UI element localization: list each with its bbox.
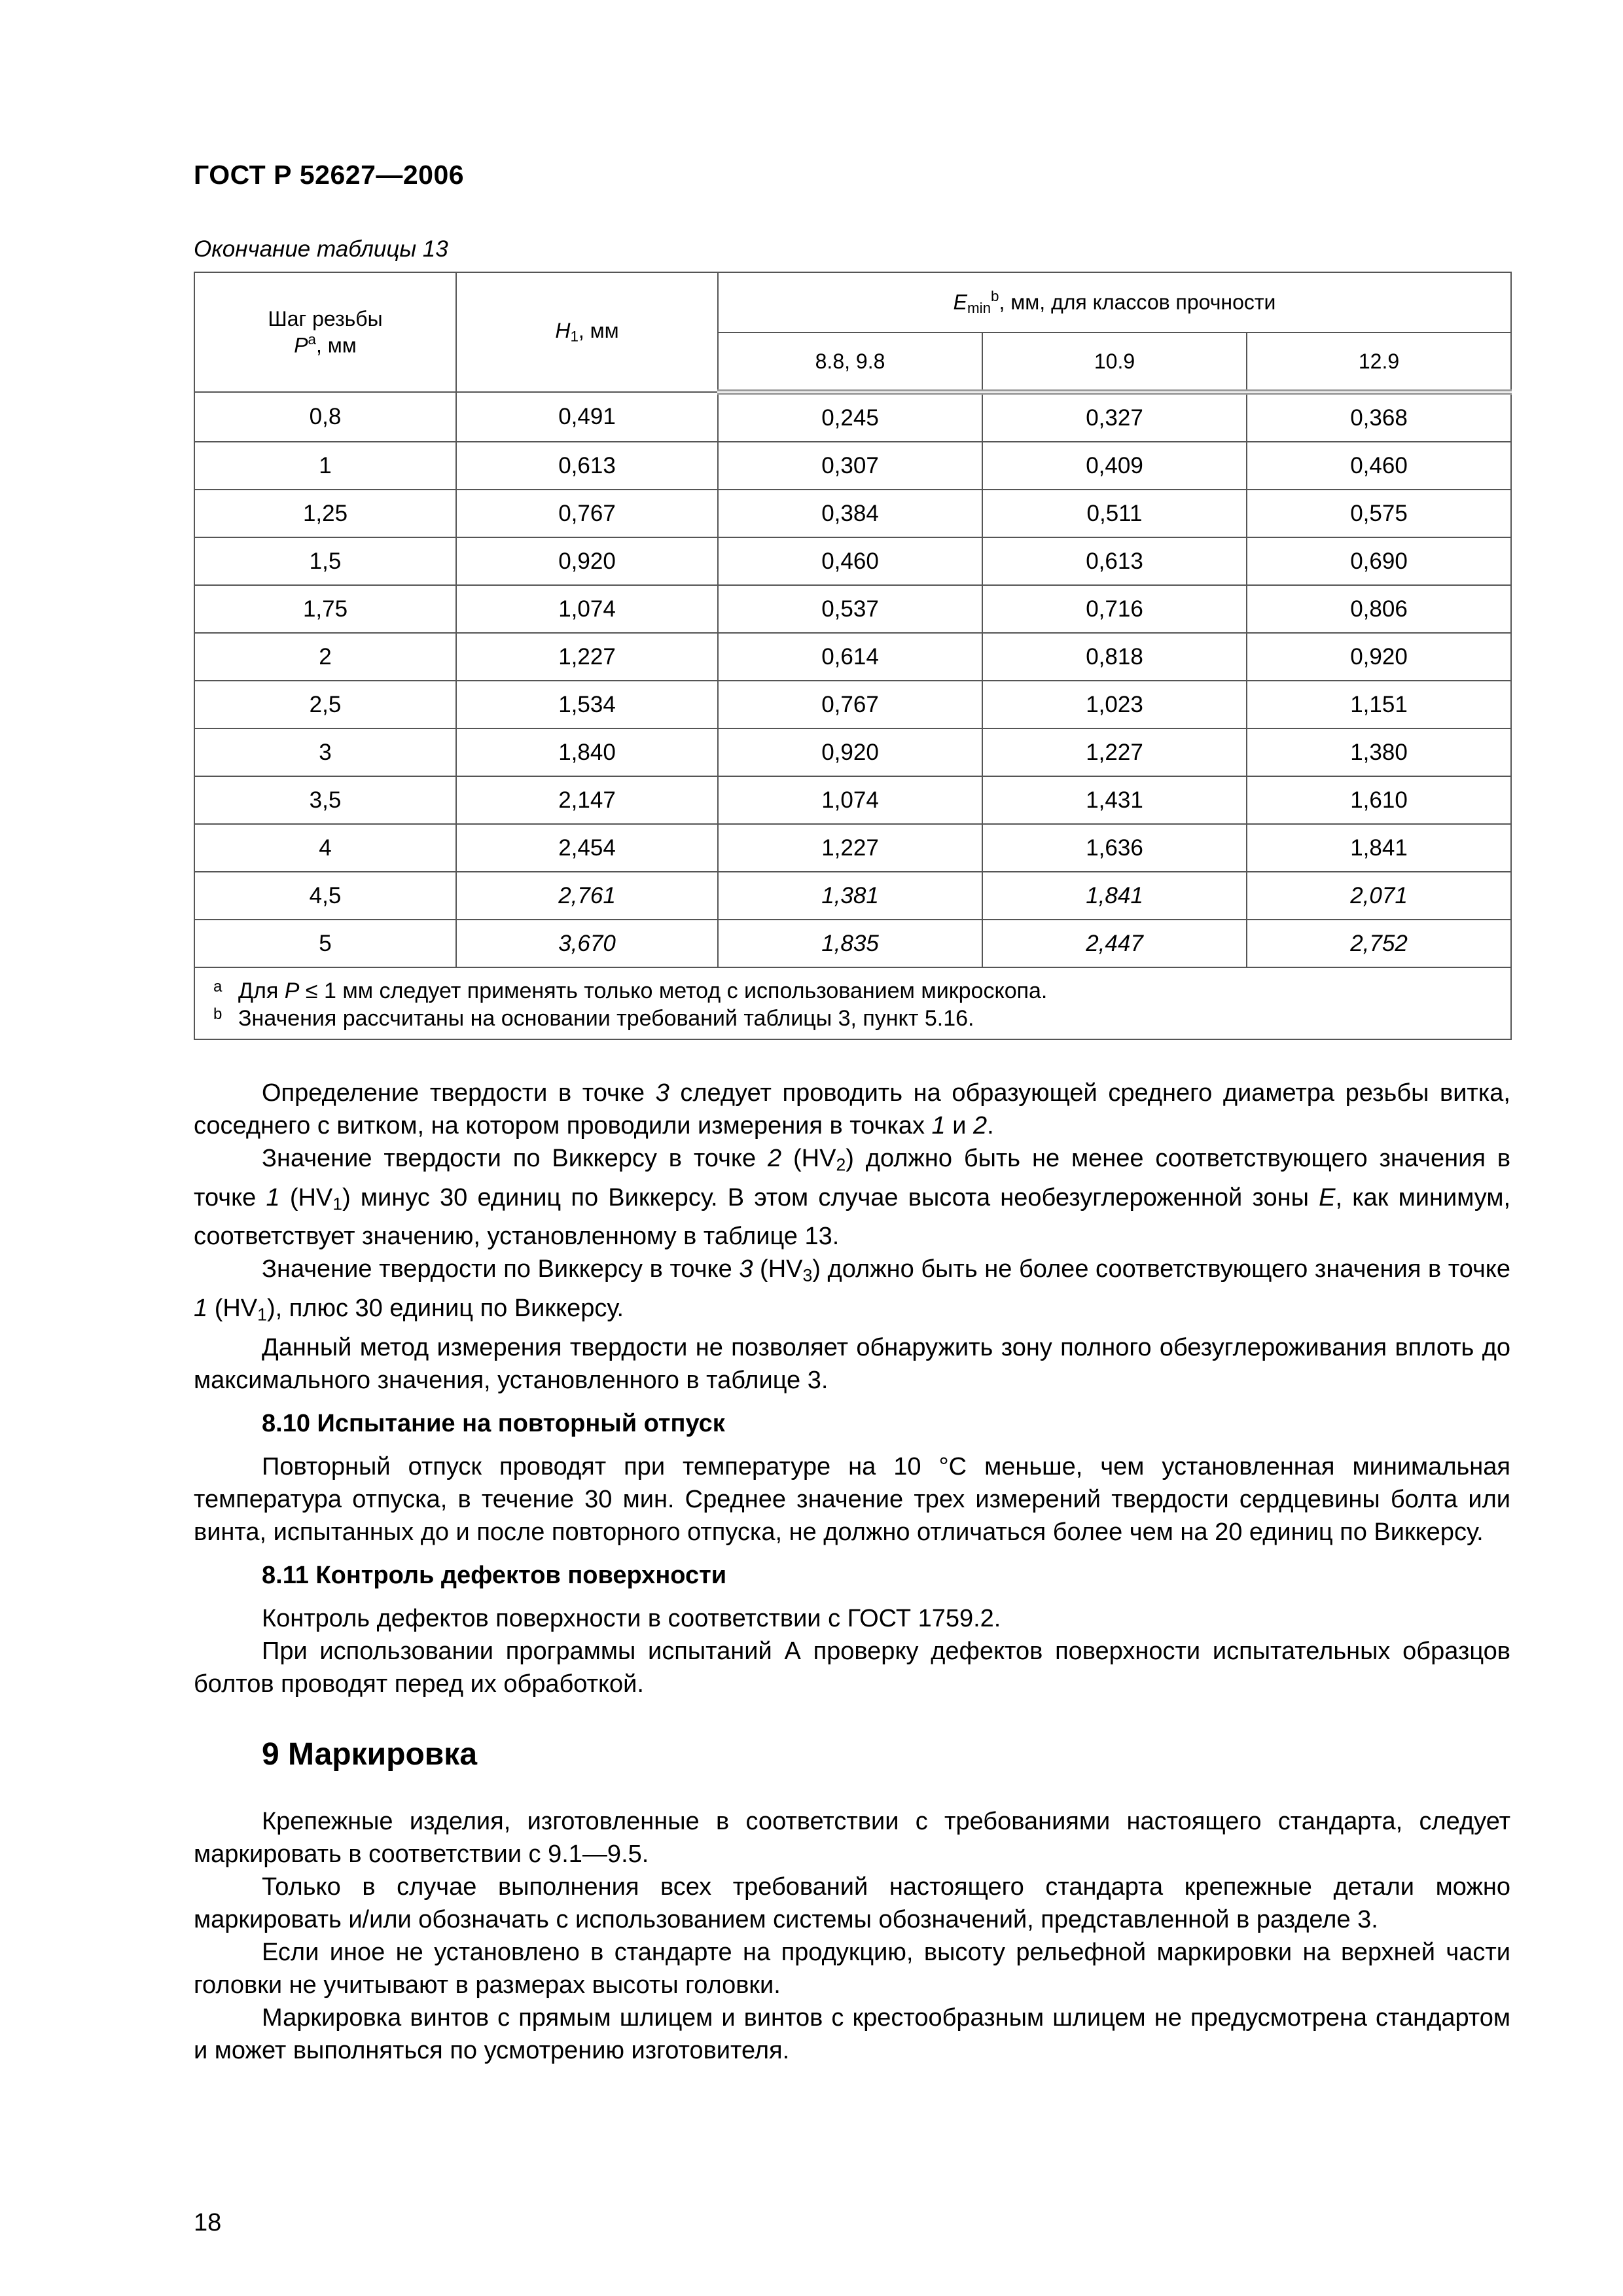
table-row	[194, 585, 1511, 633]
table-notes-row	[194, 967, 1511, 1039]
cell: 1,75	[194, 585, 456, 633]
paragraph: Маркировка винтов с прямым шлицем и винтов с крестообразным шлицем не предусмотрена стандартом и может выполняться по усмотрению изготовителя.	[194, 2003, 1510, 2064]
table-row	[194, 490, 1511, 537]
paragraph	[194, 1253, 1510, 1331]
text-run: 1	[194, 1294, 208, 1322]
cell: 0,491	[456, 392, 718, 442]
body-text	[194, 1077, 1510, 2067]
cell: 0,767	[718, 681, 982, 728]
cell: 1,431	[982, 776, 1247, 824]
table-row	[194, 537, 1511, 585]
text-run: Определение твердости в точке	[262, 1079, 656, 1107]
header-thread-pitch-unit: , мм	[316, 333, 357, 357]
text-run: .	[987, 1112, 994, 1139]
table-caption: Окончание таблицы 13	[194, 236, 448, 262]
cell: 3,670	[456, 920, 718, 967]
cell: 0,575	[1247, 490, 1511, 537]
text-run: , как минимум, соответствует значению, установленному в таблице 13.	[194, 1183, 1511, 1251]
paragraph: При использовании программы испытаний А проверку дефектов поверхности испытательных образцов болтов проводят перед их обработкой.	[194, 1637, 1510, 1698]
note-b-marker: b	[213, 1005, 223, 1023]
paragraph	[194, 1142, 1510, 1253]
section-heading-8-11: 8.11 Контроль дефектов поверхности	[262, 1561, 727, 1589]
note-a-pre: Для	[238, 978, 285, 1003]
text-run: ), плюс 30 единиц по Виккерсу.	[266, 1294, 624, 1322]
text-run: ) минус 30 единиц по Виккерсу. В этом случае высота необезуглероженной зоны	[342, 1183, 1319, 1211]
cell: 0,537	[718, 585, 982, 633]
header-h1-symbol: H	[555, 319, 571, 343]
cell: 0,818	[982, 633, 1247, 681]
table-row	[194, 442, 1511, 490]
cell: 0,806	[1247, 585, 1511, 633]
cell: 1,381	[718, 872, 982, 920]
text-run: (HV	[753, 1255, 803, 1283]
note-a-post: ≤ 1 мм следует применять только метод с использованием микроскопа.	[299, 978, 1048, 1003]
note-a-marker: a	[213, 978, 223, 996]
cell: 2,761	[456, 872, 718, 920]
text-run: E	[1319, 1183, 1336, 1211]
cell: 5	[194, 920, 456, 967]
cell: 2,454	[456, 824, 718, 872]
text-run: (HV	[781, 1145, 836, 1172]
text-run: 3	[655, 1079, 669, 1107]
cell: 0,920	[1247, 633, 1511, 681]
cell: 0,384	[718, 490, 982, 537]
cell: 2,5	[194, 681, 456, 728]
text-run: 2	[836, 1155, 846, 1175]
cell: 1,835	[718, 920, 982, 967]
table-13	[194, 272, 1512, 1040]
cell: 1	[194, 442, 456, 490]
text-run: 1	[332, 1194, 343, 1214]
paragraph: Контроль дефектов поверхности в соответствии с ГОСТ 1759.2.	[262, 1604, 1001, 1632]
header-emin-symbol: E	[953, 290, 967, 314]
table-note-a	[213, 977, 1510, 1005]
cell: 0,307	[718, 442, 982, 490]
cell: 0,460	[1247, 442, 1511, 490]
text-run: 1	[266, 1183, 280, 1211]
header-h1-sub: 1	[570, 328, 579, 345]
text-run: ) должно быть не более соответствующего значения в точке	[812, 1255, 1510, 1283]
cell: 1,534	[456, 681, 718, 728]
paragraph: Только в случае выполнения всех требований настоящего стандарта крепежные детали можно маркировать и/или обозначать с использованием системы обозначений, представленной в разделе 3.	[194, 1873, 1510, 1933]
cell: 2,147	[456, 776, 718, 824]
table-row	[194, 920, 1511, 967]
paragraph: Повторный отпуск проводят при температуре на 10 °С меньше, чем установленная минимальная температура отпуска, в течение 30 мин. Среднее значение трех измерений твердости сердцевины болта или винта, испытанных до и после повторного отпуска, не должно отличаться более чем на 20 единиц по Виккерсу.	[194, 1452, 1510, 1546]
header-class-10-9: 10.9	[982, 332, 1247, 392]
table-row	[194, 392, 1511, 442]
header-thread-pitch-sup: a	[308, 331, 316, 348]
cell: 0,368	[1247, 392, 1511, 442]
cell: 0,409	[982, 442, 1247, 490]
cell: 4	[194, 824, 456, 872]
text-run: (HV	[279, 1183, 333, 1211]
text-run: 3	[739, 1255, 753, 1283]
text-run: и	[945, 1112, 973, 1139]
text-run: ) должно быть не менее соответствующего значения в точке	[194, 1145, 1511, 1211]
cell: 0,920	[456, 537, 718, 585]
cell: 1,151	[1247, 681, 1511, 728]
cell: 0,614	[718, 633, 982, 681]
header-emin-sup: b	[991, 288, 999, 305]
cell: 0,245	[718, 392, 982, 442]
header-emin	[718, 272, 1511, 332]
cell: 2,071	[1247, 872, 1511, 920]
document-header: ГОСТ Р 52627—2006	[194, 160, 465, 190]
header-thread-pitch-symbol: P	[294, 333, 308, 357]
paragraph	[194, 1077, 1510, 1142]
cell: 1,5	[194, 537, 456, 585]
paragraph: Данный метод измерения твердости не позволяет обнаружить зону полного обезуглероживания вплоть до максимального значения, установленного в таблице 3.	[194, 1333, 1510, 1394]
cell: 1,380	[1247, 728, 1511, 776]
note-b-text: Значения рассчитаны на основании требований таблицы 3, пункт 5.16.	[238, 1006, 974, 1031]
table-note-b	[213, 1005, 1510, 1032]
cell: 1,074	[456, 585, 718, 633]
text-run: 1	[257, 1304, 267, 1325]
cell: 0,327	[982, 392, 1247, 442]
text-run: следует проводить на образующей среднего диаметра резьбы витка, соседнего с витком, на котором проводили измерения в точках	[194, 1079, 1510, 1139]
cell: 4,5	[194, 872, 456, 920]
cell: 1,074	[718, 776, 982, 824]
header-emin-sub: min	[967, 299, 991, 316]
cell: 0,690	[1247, 537, 1511, 585]
text-run: 2	[973, 1112, 988, 1139]
table-row	[194, 633, 1511, 681]
cell: 1,227	[982, 728, 1247, 776]
cell: 1,636	[982, 824, 1247, 872]
page-number: 18	[194, 2209, 222, 2236]
section-heading-8-10: 8.10 Испытание на повторный отпуск	[262, 1409, 725, 1437]
cell: 2,752	[1247, 920, 1511, 967]
cell: 1,840	[456, 728, 718, 776]
cell: 2	[194, 633, 456, 681]
cell: 1,227	[456, 633, 718, 681]
cell: 1,841	[1247, 824, 1511, 872]
cell: 1,841	[982, 872, 1247, 920]
table-row	[194, 872, 1511, 920]
cell: 0,767	[456, 490, 718, 537]
header-h1-unit: , мм	[578, 319, 619, 343]
header-thread-pitch	[194, 272, 456, 392]
table-row	[194, 728, 1511, 776]
cell: 1,25	[194, 490, 456, 537]
cell: 3,5	[194, 776, 456, 824]
cell: 0,460	[718, 537, 982, 585]
cell: 0,613	[456, 442, 718, 490]
table-row	[194, 776, 1511, 824]
cell: 1,227	[718, 824, 982, 872]
cell: 3	[194, 728, 456, 776]
text-run: 2	[767, 1145, 782, 1172]
header-thread-pitch-label: Шаг резьбы	[268, 306, 383, 331]
header-emin-text: , мм, для классов прочности	[999, 290, 1276, 314]
text-run: Значение твердости по Виккерсу в точке	[262, 1145, 768, 1172]
cell: 0,920	[718, 728, 982, 776]
header-h1	[456, 272, 718, 392]
note-a-symbol: P	[284, 978, 300, 1003]
cell: 0,613	[982, 537, 1247, 585]
table-row	[194, 681, 1511, 728]
header-class-12-9: 12.9	[1247, 332, 1511, 392]
paragraph: Если иное не установлено в стандарте на продукцию, высоту рельефной маркировки на верхней части головки не учитывают в размерах высоты головки.	[194, 1938, 1510, 1999]
cell: 2,447	[982, 920, 1247, 967]
text-run: (HV	[207, 1294, 258, 1322]
cell: 0,511	[982, 490, 1247, 537]
table-notes	[194, 967, 1511, 1039]
header-class-8-8: 8.8, 9.8	[718, 332, 982, 392]
table-row	[194, 824, 1511, 872]
text-run: 1	[931, 1112, 946, 1139]
cell: 0,8	[194, 392, 456, 442]
cell: 0,716	[982, 585, 1247, 633]
chapter-heading-9: 9 Маркировка	[262, 1736, 478, 1772]
text-run: Значение твердости по Виккерсу в точке	[262, 1255, 740, 1283]
text-run: 3	[802, 1265, 813, 1285]
cell: 1,610	[1247, 776, 1511, 824]
cell: 1,023	[982, 681, 1247, 728]
paragraph: Крепежные изделия, изготовленные в соответствии с требованиями настоящего стандарта, следует маркировать в соответствии с 9.1—9.5.	[194, 1807, 1510, 1868]
